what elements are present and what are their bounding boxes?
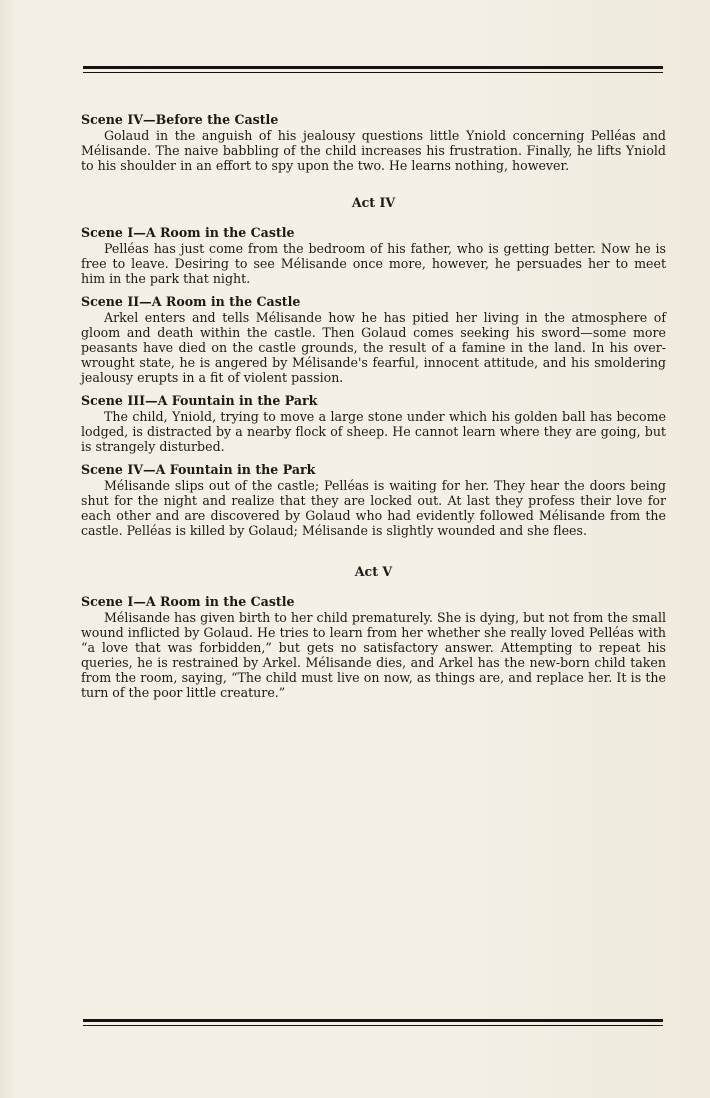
scene-text: The child, Yniold, trying to move a large stone under which his golden ball has become lodged, is distracted by a nearby flock of sheep. He cannot learn where they are going, but is strangely disturbed. (81, 409, 666, 454)
scene-block (81, 594, 666, 700)
scene-text: Mélisande slips out of the castle; Pelléas is waiting for her. They hear the doors being shut for the night and realize that they are locked out. At last they profess their love for each other and are discovered by Golaud who had evidently followed Mélisande from the castle. Pelléas is killed by Golaud; Mélisande is slightly wounded and she flees. (81, 478, 666, 538)
scene-text: Arkel enters and tells Mélisande how he has pitied her living in the atmosphere of gloom and death within the castle. Then Golaud comes seeking his sword—some more peasants have died on the castle grounds, the result of a famine in the land. In his over-wrought state, he is angered by Mélisande's fearful, innocent attitude, and his smoldering jealousy erupts in a fit of violent passion. (81, 310, 666, 385)
scene-text: Mélisande has given birth to her child prematurely. She is dying, but not from the small wound inflicted by Golaud. He tries to learn from her whether she really loved Pelléas with “a love that was forbidden,” but gets no satisfactory answer. Attempting to repeat his queries, he is restrained by Arkel. Mélisande dies, and Arkel has the new-born child taken from the room, saying, “The child must live on now, as things are, and replace her. It is the turn of the poor little creature.” (81, 610, 666, 700)
scene-block (81, 112, 666, 173)
synopsis-content (81, 112, 666, 700)
scene-block (81, 393, 666, 454)
top-rule-thin (83, 72, 663, 73)
top-rule-thick (83, 66, 663, 69)
scene-title: Scene I—A Room in the Castle (81, 225, 295, 240)
scene-block (81, 225, 666, 286)
scene-title: Scene IV—Before the Castle (81, 112, 279, 127)
scene-block (81, 462, 666, 538)
act-heading: Act IV (351, 195, 396, 210)
scene-title: Scene I—A Room in the Castle (81, 594, 295, 609)
bottom-double-rule (83, 1019, 663, 1026)
scene-text: Golaud in the anguish of his jealousy questions little Yniold concerning Pelléas and Mélisande. The naive babbling of the child increases his frustration. Finally, he lifts Yniold to his shoulder in an effort to spy upon the two. He learns nothing, however. (81, 128, 666, 173)
scene-title: Scene III—A Fountain in the Park (81, 393, 318, 408)
scene-block (81, 294, 666, 385)
scene-title: Scene II—A Room in the Castle (81, 294, 301, 309)
top-double-rule (83, 66, 663, 73)
scene-text: Pelléas has just come from the bedroom of his father, who is getting better. Now he is free to leave. Desiring to see Mélisande once more, however, he persuades her to meet him in the park that night. (81, 241, 666, 286)
bottom-rule-thick (83, 1019, 663, 1022)
bottom-rule-thin (83, 1025, 663, 1026)
scene-title: Scene IV—A Fountain in the Park (81, 462, 316, 477)
act-heading: Act V (354, 564, 393, 579)
